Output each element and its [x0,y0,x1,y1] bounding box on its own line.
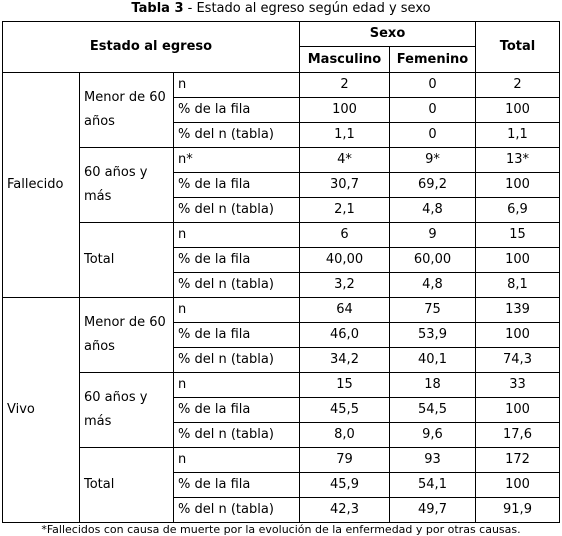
age-group-cell: Total [80,223,174,298]
femenino-cell: 9 [390,223,476,248]
total-cell: 74,3 [476,348,560,373]
metric-cell: n [174,298,300,323]
metric-cell: % del n (tabla) [174,198,300,223]
femenino-cell: 54,1 [390,473,476,498]
estado-cell: Fallecido [3,73,80,298]
total-cell: 6,9 [476,198,560,223]
data-table [2,21,560,523]
metric-cell: % de la fila [174,248,300,273]
metric-cell: n* [174,148,300,173]
total-cell: 33 [476,373,560,398]
table-row [3,223,560,248]
masculino-cell: 64 [300,298,390,323]
masculino-cell: 40,00 [300,248,390,273]
table-number: Tabla 3 [131,1,184,16]
femenino-cell: 0 [390,123,476,148]
masculino-cell: 4* [300,148,390,173]
total-cell: 1,1 [476,123,560,148]
masculino-cell: 30,7 [300,173,390,198]
femenino-cell: 9,6 [390,423,476,448]
age-group-cell: Menor de 60 años [80,73,174,148]
table-row [3,148,560,173]
metric-cell: % de la fila [174,473,300,498]
header-estado: Estado al egreso [3,22,300,73]
masculino-cell: 15 [300,373,390,398]
total-cell: 100 [476,173,560,198]
metric-cell: n [174,448,300,473]
total-cell: 8,1 [476,273,560,298]
masculino-cell: 1,1 [300,123,390,148]
metric-cell: % de la fila [174,173,300,198]
total-cell: 100 [476,473,560,498]
femenino-cell: 60,00 [390,248,476,273]
femenino-cell: 40,1 [390,348,476,373]
header-masculino: Masculino [300,47,390,73]
metric-cell: % del n (tabla) [174,123,300,148]
header-femenino: Femenino [390,47,476,73]
masculino-cell: 3,2 [300,273,390,298]
header-sexo: Sexo [300,22,476,47]
total-cell: 139 [476,298,560,323]
femenino-cell: 18 [390,373,476,398]
metric-cell: % del n (tabla) [174,273,300,298]
total-cell: 100 [476,398,560,423]
femenino-cell: 69,2 [390,173,476,198]
metric-cell: % del n (tabla) [174,348,300,373]
metric-cell: n [174,373,300,398]
table-body [3,73,560,523]
masculino-cell: 2,1 [300,198,390,223]
masculino-cell: 2 [300,73,390,98]
table-title: - Estado al egreso según edad y sexo [183,1,431,16]
age-group-cell: Total [80,448,174,523]
femenino-cell: 9* [390,148,476,173]
age-group-cell: 60 años y más [80,373,174,448]
total-cell: 100 [476,323,560,348]
header-total: Total [476,22,560,73]
metric-cell: % de la fila [174,398,300,423]
femenino-cell: 0 [390,98,476,123]
total-cell: 100 [476,98,560,123]
total-cell: 172 [476,448,560,473]
metric-cell: % del n (tabla) [174,423,300,448]
femenino-cell: 53,9 [390,323,476,348]
metric-cell: % del n (tabla) [174,498,300,523]
table-row [3,448,560,473]
femenino-cell: 49,7 [390,498,476,523]
total-cell: 100 [476,248,560,273]
total-cell: 13* [476,148,560,173]
masculino-cell: 45,9 [300,473,390,498]
age-group-cell: 60 años y más [80,148,174,223]
masculino-cell: 46,0 [300,323,390,348]
metric-cell: % de la fila [174,323,300,348]
femenino-cell: 0 [390,73,476,98]
femenino-cell: 54,5 [390,398,476,423]
masculino-cell: 100 [300,98,390,123]
total-cell: 15 [476,223,560,248]
estado-cell: Vivo [3,298,80,523]
masculino-cell: 42,3 [300,498,390,523]
masculino-cell: 79 [300,448,390,473]
table-row [3,373,560,398]
footnote: *Fallecidos con causa de muerte por la evolución de la enfermedad y por otras causas. [41,523,521,536]
total-cell: 91,9 [476,498,560,523]
metric-cell: n [174,73,300,98]
metric-cell: % de la fila [174,98,300,123]
total-cell: 2 [476,73,560,98]
masculino-cell: 8,0 [300,423,390,448]
total-cell: 17,6 [476,423,560,448]
femenino-cell: 93 [390,448,476,473]
table-caption [0,0,562,18]
age-group-cell: Menor de 60 años [80,298,174,373]
femenino-cell: 75 [390,298,476,323]
table-row [3,298,560,323]
femenino-cell: 4,8 [390,273,476,298]
femenino-cell: 4,8 [390,198,476,223]
masculino-cell: 34,2 [300,348,390,373]
masculino-cell: 6 [300,223,390,248]
masculino-cell: 45,5 [300,398,390,423]
table-row [3,73,560,98]
metric-cell: n [174,223,300,248]
